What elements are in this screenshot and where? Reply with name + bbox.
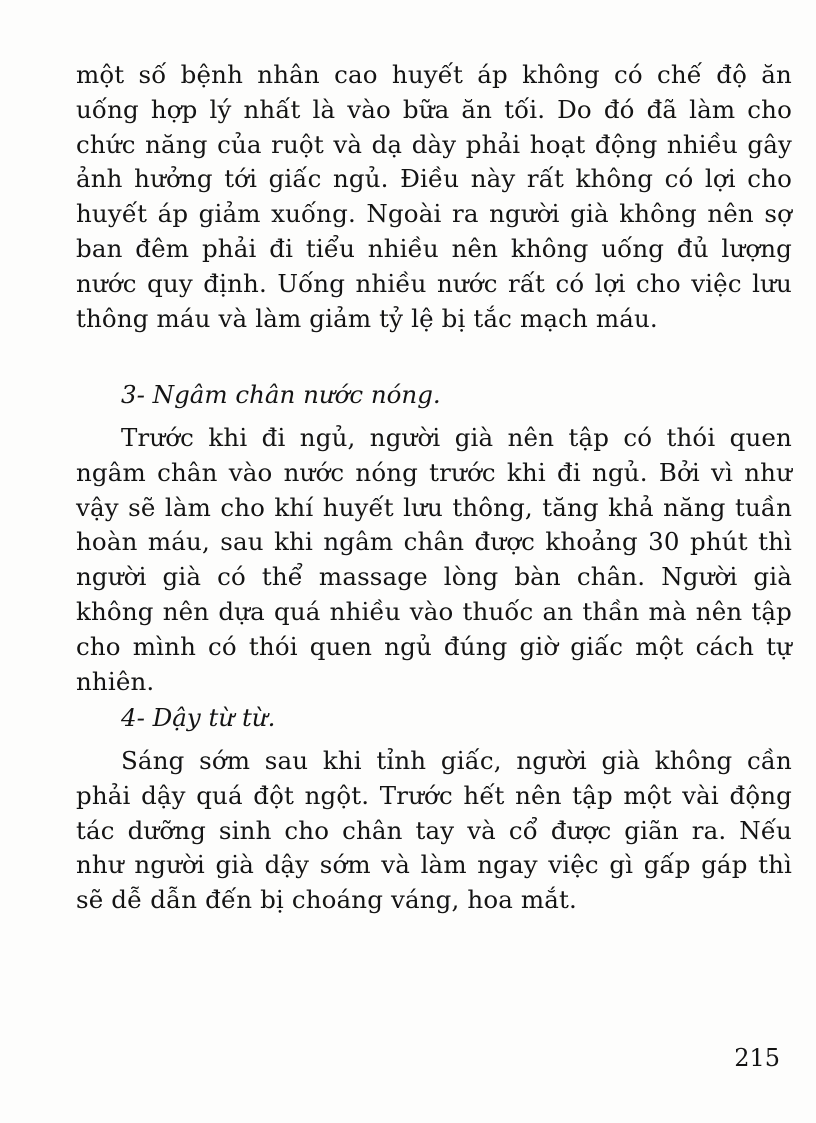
paragraph-3 [76, 744, 792, 918]
paragraph-text: một số bệnh nhân cao huyết áp không có chế độ ăn uống hợp lý nhất là vào bữa ăn tối. Do đó đã làm cho chức năng của ruột và dạ dày phải hoạt động nhiều gây ảnh hưởng tới giấc ngủ. Điều này rất không có lợi cho huyết áp giảm xuống. Ngoài ra người già không nên sợ ban đêm phải đi tiểu nhiều nên không uống đủ lượng nước quy định. Uống nhiều nước rất có lợi cho việc lưu thông máu và làm giảm tỷ lệ bị tắc mạch máu. [76, 60, 792, 333]
page-number: 215 [734, 1044, 780, 1072]
paragraph-text: Sáng sớm sau khi tỉnh giấc, người già không cần phải dậy quá đột ngột. Trước hết nên tập một vài động tác dưỡng sinh cho chân tay và cổ được giãn ra. Nếu như người già dậy sớm và làm ngay việc gì gấp gáp thì sẽ dễ dẫn đến bị choáng váng, hoa mắt. [76, 746, 792, 915]
paragraph-2 [76, 421, 792, 699]
paragraph-1 [76, 58, 792, 336]
section-heading-4: 4- Dậy từ từ. [121, 703, 276, 732]
paragraph-text: Trước khi đi ngủ, người già nên tập có thói quen ngâm chân vào nước nóng trước khi đi ngủ. Bởi vì như vậy sẽ làm cho khí huyết lưu thông, tăng khả năng tuần hoàn máu, sau khi ngâm chân được khoảng 30 phút thì người già có thể massage lòng bàn chân. Người già không nên dựa quá nhiều vào thuốc an thần mà nên tập cho mình có thói quen ngủ đúng giờ giấc một cách tự nhiên. [76, 423, 792, 696]
section-heading-3: 3- Ngâm chân nước nóng. [121, 380, 441, 409]
